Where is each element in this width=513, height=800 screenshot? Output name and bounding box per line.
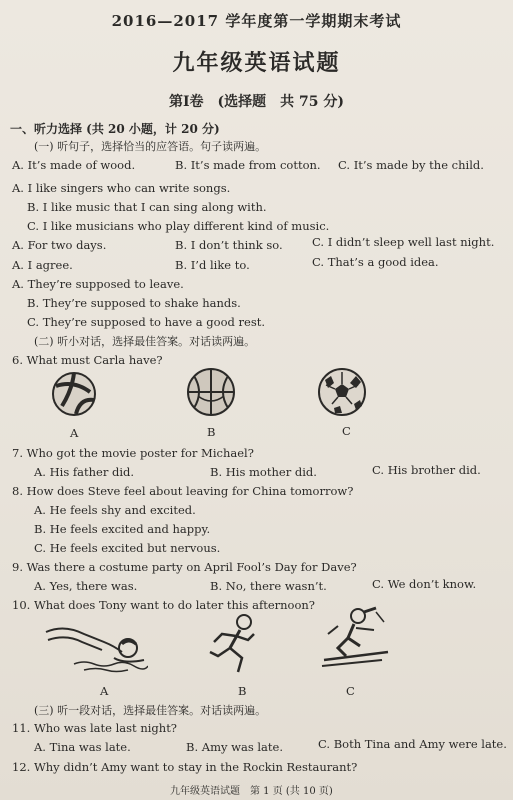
q7-option-a: A. His father did. (34, 465, 135, 479)
swimming-icon (44, 612, 148, 674)
soccer-ball-icon (316, 366, 368, 418)
q8-option-c: C. He feels excited but nervous. (34, 541, 221, 555)
q9-option-b: B. No, there wasn’t. (210, 579, 327, 593)
q6-stem: 6. What must Carla have? (12, 353, 163, 367)
skiing-icon (318, 604, 394, 676)
page-title: 九年级英语试题 (172, 50, 341, 76)
q3-option-a: A. For two days. (12, 238, 107, 252)
q10-stem: 10. What does Tony want to do later this afternoon? (12, 598, 315, 612)
q1-option-b: B. It’s made from cotton. (175, 158, 321, 172)
page-footer: 九年级英语试题 第 1 页 (共 10 页) (170, 786, 333, 797)
q9-stem: 9. Was there a costume party on April Fool’s Day for Dave? (12, 560, 357, 574)
q6-label-a: A (70, 426, 79, 440)
q4-option-a: A. I agree. (12, 258, 73, 272)
q7-stem: 7. Who got the movie poster for Michael? (12, 446, 254, 460)
part3-instruction: (三) 听一段对话，选择最佳答案。对话读两遍。 (34, 704, 267, 717)
q9-option-c: C. We don’t know. (372, 577, 477, 591)
q5-option-c: C. They’re supposed to have a good rest. (27, 315, 266, 329)
q5-option-a: A. They’re supposed to leave. (12, 277, 184, 291)
q1-option-c: C. It’s made by the child. (338, 158, 484, 172)
q2-option-b: B. I like music that I can sing along with. (27, 200, 267, 214)
running-icon (204, 612, 264, 676)
q10-label-a: A (100, 684, 109, 698)
q6-label-b: B (207, 425, 216, 439)
q11-option-c: C. Both Tina and Amy were late. (318, 737, 507, 751)
q9-option-a: A. Yes, there was. (34, 579, 138, 593)
q6-label-c: C (342, 424, 351, 438)
volleyball-icon (50, 370, 98, 418)
q4-option-b: B. I’d like to. (175, 258, 250, 272)
part1-instruction: (一) 听句子，选择恰当的应答语。句子读两遍。 (34, 140, 267, 153)
q2-option-a: A. I like singers who can write songs. (12, 181, 231, 195)
section-heading: 一、听力选择 (共 20 小题，计 20 分) (10, 122, 220, 136)
q8-option-a: A. He feels shy and excited. (34, 503, 196, 517)
volume-heading: 第Ⅰ卷 (选择题 共 75 分) (168, 94, 345, 110)
part2-instruction: (二) 听小对话，选择最佳答案。对话读两遍。 (34, 335, 256, 348)
q3-option-c: C. I didn’t sleep well last night. (312, 235, 495, 249)
q11-option-a: A. Tina was late. (34, 740, 131, 754)
q12-stem: 12. Why didn’t Amy want to stay in the Rockin Restaurant? (12, 760, 358, 774)
q11-option-b: B. Amy was late. (186, 740, 283, 754)
q4-option-c: C. That’s a good idea. (312, 255, 439, 269)
q11-stem: 11. Who was late last night? (12, 721, 177, 735)
q5-option-b: B. They’re supposed to shake hands. (27, 296, 241, 310)
q7-option-b: B. His mother did. (210, 465, 317, 479)
q2-option-c: C. I like musicians who play different kind of music. (27, 219, 330, 233)
q10-label-b: B (238, 684, 247, 698)
q8-stem: 8. How does Steve feel about leaving for China tomorrow? (12, 484, 354, 498)
q10-label-c: C (346, 684, 355, 698)
q3-option-b: B. I don’t think so. (175, 238, 283, 252)
q8-option-b: B. He feels excited and happy. (34, 522, 211, 536)
year-line: 2016—2017 学年度第一学期期末考试 (111, 12, 402, 30)
q1-option-a: A. It’s made of wood. (12, 158, 136, 172)
q7-option-c: C. His brother did. (372, 463, 481, 477)
basketball-icon (184, 366, 238, 418)
